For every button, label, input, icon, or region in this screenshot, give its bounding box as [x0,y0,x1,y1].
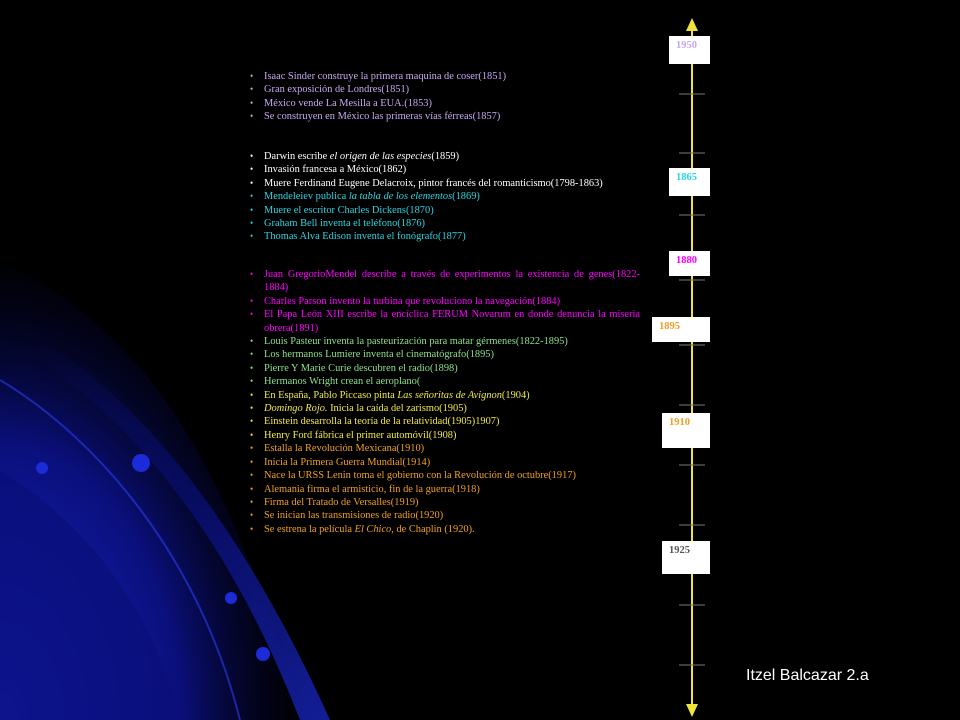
event-text: Alemania firma el armisticio, fin de la guerra(1918) [264,483,480,495]
event-item [248,150,640,163]
event-item [248,429,640,442]
event-item [248,230,640,243]
event-text: (1904) [501,389,530,401]
year-label: 1865 [676,172,697,183]
event-text: Muere el escritor Charles Dickens(1870) [264,204,434,216]
event-item [248,177,640,190]
event-item [248,483,640,496]
event-item [248,523,640,536]
bullet-icon: • [250,349,254,360]
year-box-1925 [662,541,710,574]
event-text: Juan GregorioMendel describe a través de experimentos la existencia de genes(1822-1884) [264,269,640,294]
event-text: Se estrena la película [264,523,355,535]
arrow-down-icon [686,704,698,717]
event-text: Isaac Sinder construye la primera maquina de coser(1851) [264,71,507,82]
event-item [248,509,640,522]
event-text: El Papa León XIII escribe la encíclica FERUM Novarum en donde denuncia la miseria obrera(1891) [264,309,640,334]
year-box-1895 [652,317,710,342]
event-text: Muere Ferdinand Eugene Delacroix, pintor francés del romanticismo(1798-1863) [264,177,603,189]
event-text: Invasión francesa a México(1862) [264,164,407,176]
event-item [248,83,640,96]
year-label: 1895 [659,321,680,332]
event-text: Domingo Rojo. [264,403,328,415]
event-item [248,295,640,308]
bullet-icon: • [250,97,254,108]
event-text: Henry Ford fábrica el primer automóvil(1908) [264,429,457,441]
event-text: El Chico [354,523,392,535]
event-item [248,469,640,482]
arrow-up-icon [686,18,698,31]
event-text: México vende La Mesilla a EUA.(1853) [264,97,432,109]
event-text: Hermanos Wright crean el aeroplano( [264,376,421,388]
bullet-icon: • [250,456,254,467]
bullet-icon: • [250,510,254,521]
bullet-icon: • [250,523,254,534]
bullet-icon: • [250,403,254,414]
events-list-1850s [248,70,640,124]
event-item [248,97,640,110]
event-text: Se inician las transmisiones de radio(1920) [264,510,444,522]
event-item [248,268,640,295]
event-item [248,190,640,203]
event-text: el origen de las especies [329,151,432,162]
event-item [248,362,640,375]
event-item [248,348,640,361]
bullet-icon: • [250,443,254,454]
bullet-icon: • [250,429,254,440]
event-text: Firma del Tratado de Versalles(1919) [264,496,419,508]
bullet-icon: • [250,164,254,175]
event-text: (1859) [431,151,460,162]
year-label: 1950 [676,40,697,51]
events-list-1880s-1920s [248,268,640,536]
year-box-1910 [662,413,710,448]
event-item [248,70,640,83]
event-text: , de Chaplin (1920). [391,523,475,535]
year-label: 1880 [676,255,697,266]
bullet-icon: • [250,191,254,202]
event-item [248,308,640,335]
event-text: Darwin escribe [264,151,330,162]
event-text: Charles Parson invento la turbina que revoluciono la navegación(1884) [264,295,561,307]
event-text: Nace la URSS Lenin toma el gobierno con la Revolución de octubre(1917) [264,470,576,482]
bullet-icon: • [250,309,254,320]
event-text: Einstein desarrolla la teoría de la relatividad(1905)1907) [264,416,500,428]
event-text: Los hermanos Lumiere inventa el cinematógrafo(1895) [264,349,494,361]
event-item [248,389,640,402]
event-text: Louis Pasteur inventa la pasteurización para matar gérmenes(1822-1895) [264,336,568,348]
bullet-icon: • [250,177,254,188]
event-item [248,110,640,123]
event-text: En España, Pablo Piccaso pinta [264,389,398,401]
event-text: Estalla la Revolución Mexicana(1910) [264,443,425,455]
event-text: Las señoritas de Avignon [397,389,502,401]
year-box-1950 [669,36,710,64]
bullet-icon: • [250,71,254,81]
bullet-icon: • [250,295,254,306]
bullet-icon: • [250,231,254,242]
event-item [248,415,640,428]
event-item [248,217,640,230]
event-item [248,375,640,388]
bullet-icon: • [250,470,254,481]
event-text: Pierre Y Marie Curie descubren el radio(1898) [264,362,458,374]
event-text: Mendeleiev publica [264,191,349,203]
bullet-icon: • [250,362,254,373]
event-text: la tabla de los elementos [348,191,453,203]
event-text: Thomas Alva Edison inventa el fonógrafo(1877) [264,231,466,243]
event-item [248,204,640,217]
events-list-1860s-1870s [248,150,640,244]
bullet-icon: • [250,269,254,279]
event-text: (1869) [452,191,480,203]
year-label: 1925 [669,545,690,556]
bullet-icon: • [250,218,254,229]
event-text: Inicia la Primera Guerra Mundial(1914) [264,456,431,468]
event-text: Inicia la caída del zarismo(1905) [327,403,467,415]
bullet-icon: • [250,483,254,494]
author-credit: Itzel Balcazar 2.a [746,667,869,684]
year-label: 1910 [669,417,690,428]
bullet-icon: • [250,84,254,95]
bullet-icon: • [250,151,254,161]
bullet-icon: • [250,111,254,122]
bullet-icon: • [250,376,254,387]
event-item [248,496,640,509]
bullet-icon: • [250,336,254,347]
event-text: Graham Bell inventa el teléfono(1876) [264,218,425,230]
event-text: Gran exposición de Londres(1851) [264,84,410,96]
bullet-icon: • [250,496,254,507]
event-item [248,335,640,348]
bullet-icon: • [250,389,254,400]
event-text: Se construyen en México las primeras vías férreas(1857) [264,111,501,123]
event-item [248,442,640,455]
bullet-icon: • [250,204,254,215]
event-item [248,163,640,176]
year-box-1880 [669,251,710,276]
event-item [248,456,640,469]
event-item [248,402,640,415]
bullet-icon: • [250,416,254,427]
year-box-1865 [669,168,710,196]
